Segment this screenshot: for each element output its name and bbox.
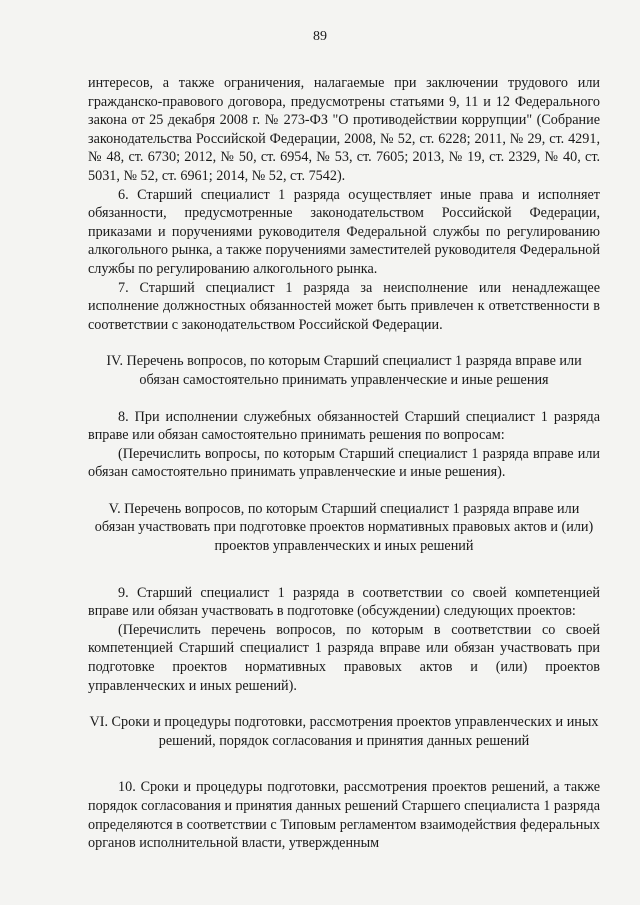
paragraph-intro: интересов, а также ограничения, налагаемые при заключении трудового или гражданско-правового договора, предусмотрены статьями 9, 11 и 12 Федерального закона от 25 декабря 2008 г. № 273-ФЗ "О противодействии коррупции" (Собрание законодательства Российской Федерации, 2008, № 52, ст. 6228; 2011, № 29, ст. 4291, № 48, ст. 6730; 2012, № 50, ст. 6954, № 53, ст. 7605; 2013, № 19, ст. 2329, № 40, ст. 5031, № 52, ст. 6961; 2014, № 52, ст. 7542). (88, 75, 600, 184)
paragraph-9-note: (Перечислить перечень вопросов, по которым в соответствии со своей компетенцией Старший специалист 1 разряда вправе или обязан участвовать при подготовке проектов нормативных правовых актов и (или) проектов управленческих и иных решений). (88, 621, 600, 694)
section-heading-4: IV. Перечень вопросов, по которым Старший специалист 1 разряда вправе или обязан самостоятельно принимать управленческие и иные решения (106, 353, 582, 388)
paragraph-9: 9. Старший специалист 1 разряда в соответствии со своей компетенцией вправе или обязан участвовать в подготовке (обсуждении) следующих проектов: (88, 584, 600, 620)
document-body (88, 74, 600, 853)
paragraph-8: 8. При исполнении служебных обязанностей Старший специалист 1 разряда вправе или обязан самостоятельно принимать решения по вопросам: (88, 408, 600, 444)
paragraph-10: 10. Сроки и процедуры подготовки, рассмотрения проектов решений, а также порядок согласования и принятия данных решений Старшего специалиста 1 разряда определяются в соответствии с Типовым регламентом взаимодействия федеральных органов исполнительной власти, утвержденным (88, 779, 600, 852)
page-number: 89 (313, 29, 327, 44)
paragraph-6: 6. Старший специалист 1 разряда осуществляет иные права и исполняет обязанности, предусмотренные законодательством Российской Федерации, приказами и поручениями руководителя Федеральной службы по регулированию алкогольного рынка, а также поручениями заместителей руководителя Федеральной службы по регулированию алкогольного рынка. (88, 186, 600, 277)
section-heading-6: VI. Сроки и процедуры подготовки, рассмотрения проектов управленческих и иных решений, порядок согласования и принятия данных решений (89, 714, 599, 749)
paragraph-7: 7. Старший специалист 1 разряда за неисполнение или ненадлежащее исполнение должностных обязанностей может быть привлечен к ответственности в соответствии с законодательством Российской Федерации. (88, 279, 600, 333)
section-heading-5: V. Перечень вопросов, по которым Старший специалист 1 разряда вправе или обязан участвовать при подготовке проектов нормативных правовых актов и (или) проектов управленческих и иных решений (94, 500, 594, 555)
paragraph-8-note: (Перечислить вопросы, по которым Старший специалист 1 разряда вправе или обязан самостоятельно принимать управленческие и иные решения). (88, 445, 600, 481)
